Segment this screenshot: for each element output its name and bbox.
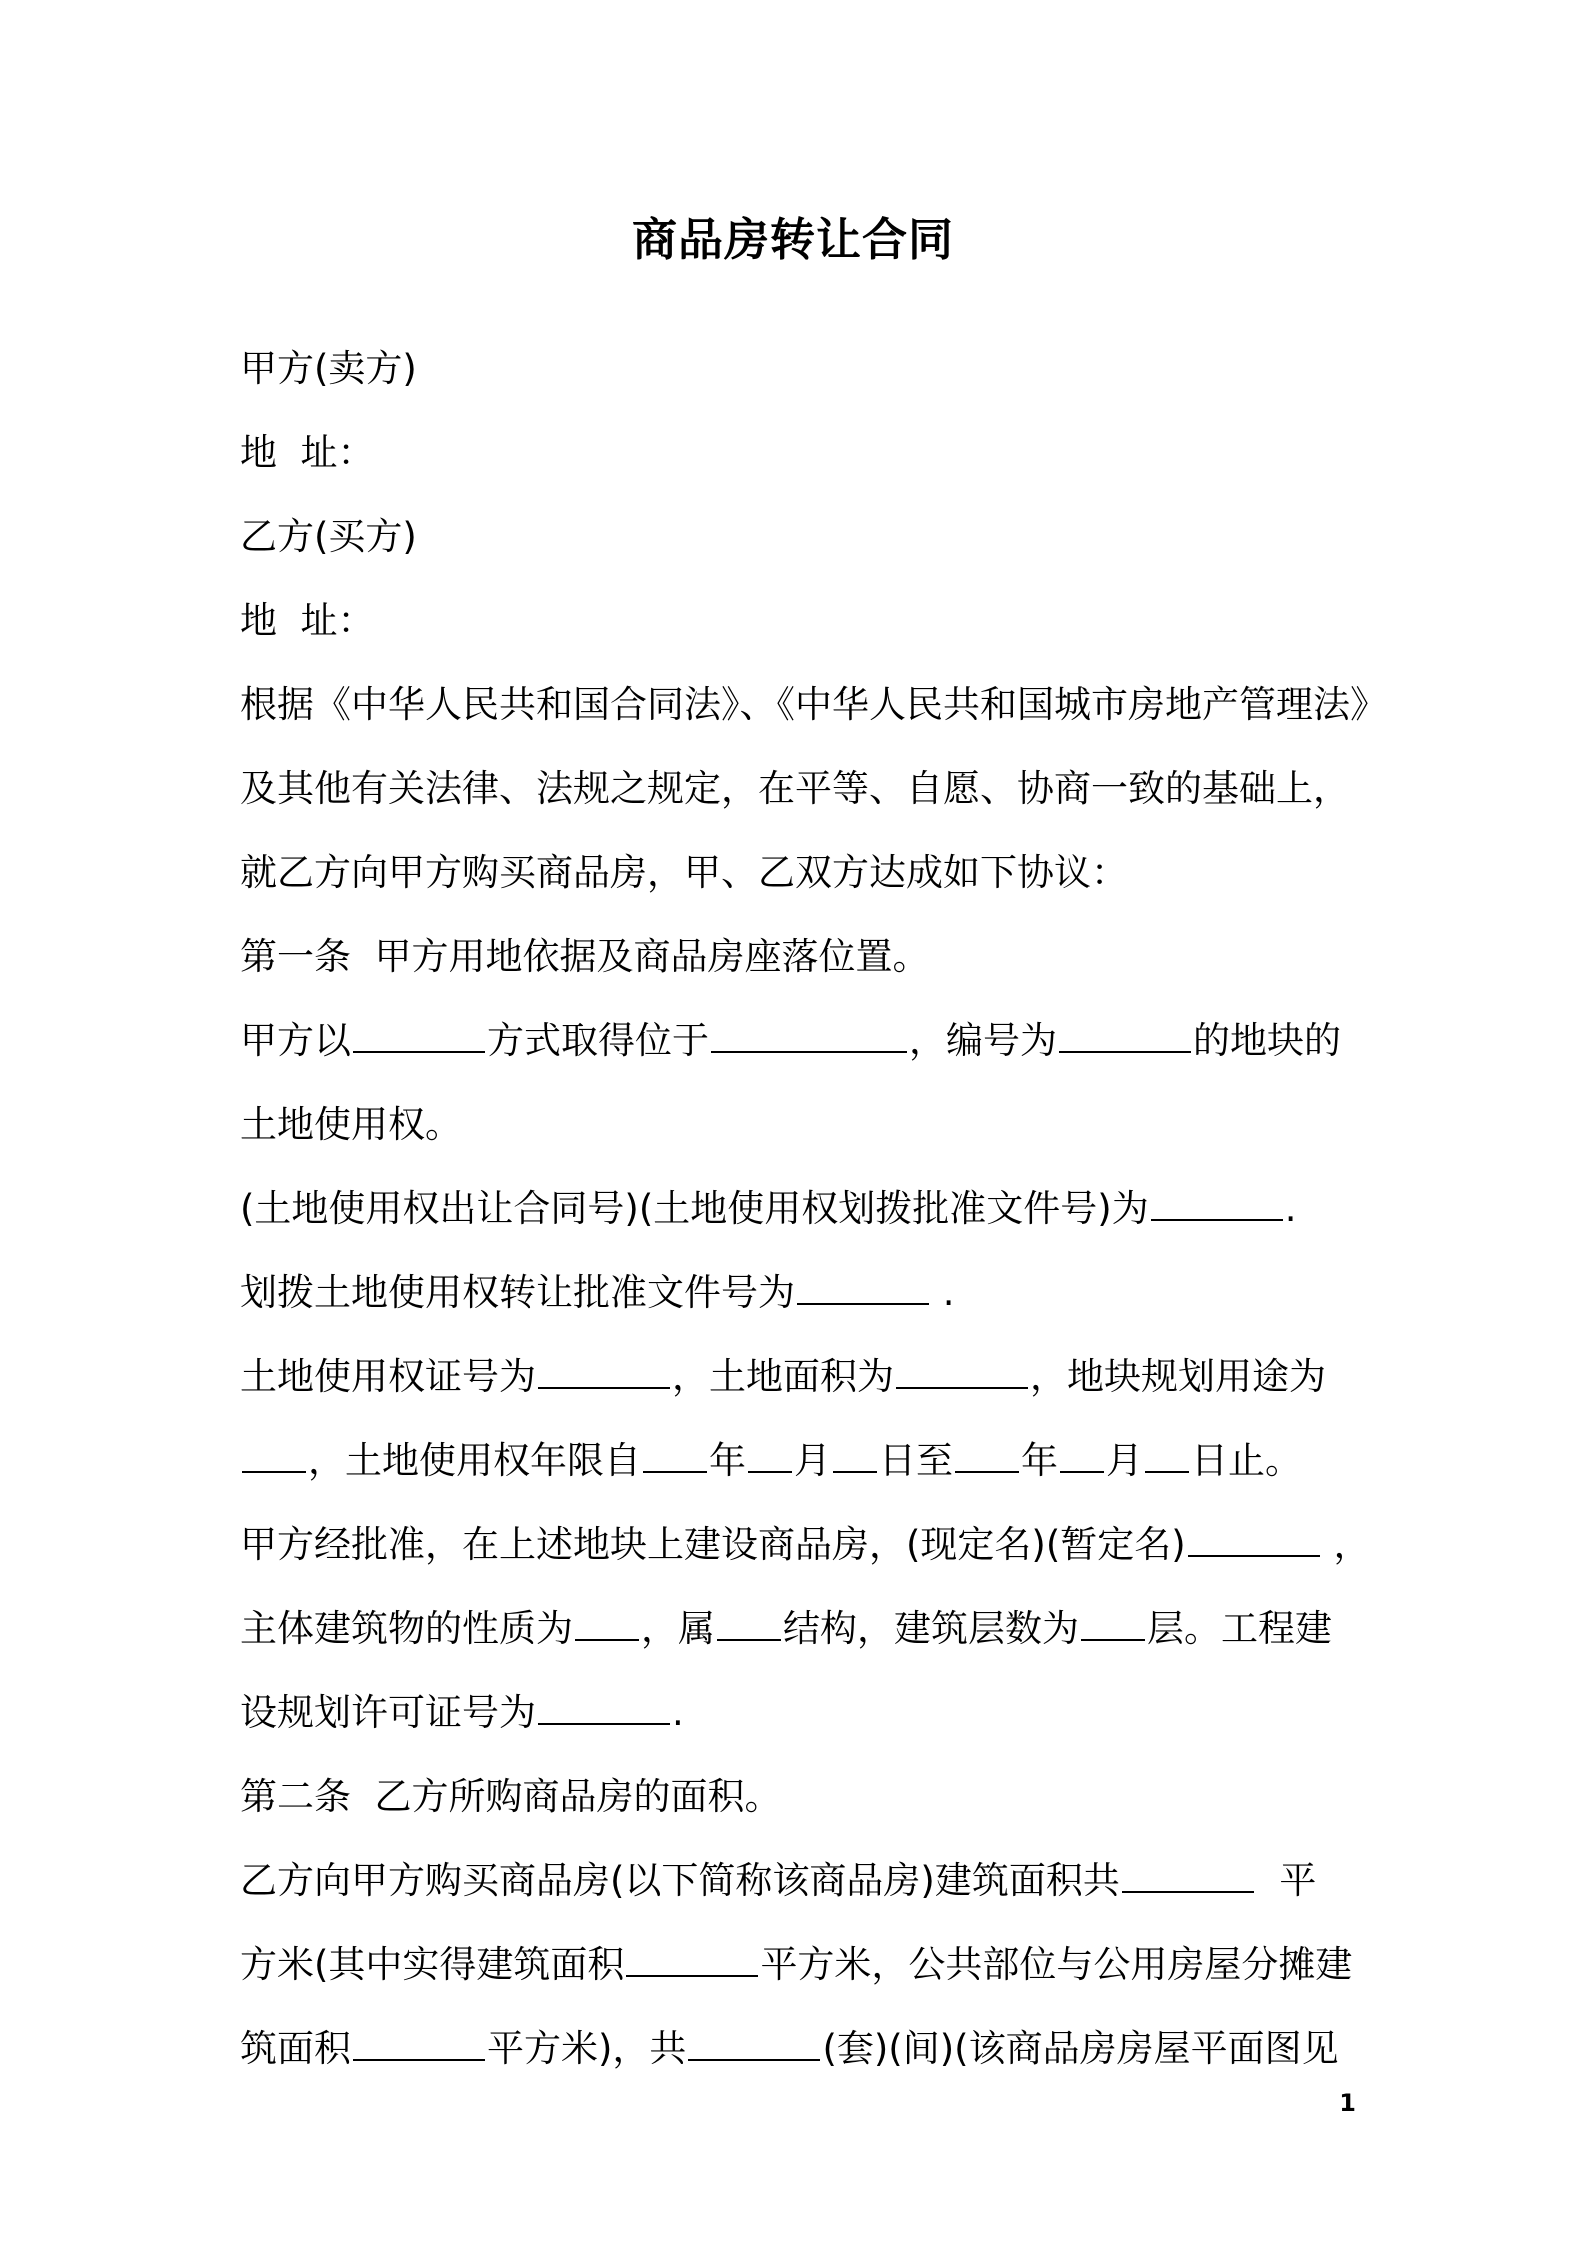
blank-underline [643, 1451, 707, 1473]
text: 设规划许可证号为 [240, 1691, 536, 1734]
article-2-line-3 [240, 2007, 1375, 2091]
blank-underline [1060, 1451, 1104, 1473]
text: 月 [794, 1439, 831, 1482]
blank-underline [1059, 1031, 1191, 1053]
text: ， [1321, 1523, 1371, 1566]
blank-underline [1188, 1535, 1320, 1557]
text: 地 址： [240, 431, 375, 474]
text: 日止。 [1191, 1439, 1302, 1482]
text: ，土地使用权年限自 [308, 1439, 641, 1482]
text: 层。工程建 [1147, 1607, 1332, 1650]
article-2-line-2 [240, 1923, 1375, 2007]
preamble-line-3 [240, 831, 1375, 915]
article-1-line-3 [240, 1167, 1375, 1251]
text: 平 [1255, 1859, 1317, 1902]
preamble-line-2 [240, 747, 1375, 831]
text: 乙方向甲方购买商品房(以下简称该商品房)建筑面积共 [240, 1859, 1120, 1902]
text: 地 址： [240, 599, 375, 642]
page-number: 1 [1339, 2089, 1356, 2117]
text: 第二条 乙方所购商品房的面积。 [240, 1775, 782, 1818]
contract-body [240, 327, 1387, 2091]
text: (套)(间)(该商品房房屋平面图见 [822, 2027, 1339, 2070]
article-2-line-1 [240, 1839, 1375, 1923]
text: 就乙方向甲方购买商品房，甲、乙双方达成如下协议： [240, 851, 1128, 894]
text: 第一条 甲方用地依据及商品房座落位置。 [240, 935, 930, 978]
blank-underline [353, 2039, 485, 2061]
blank-underline [797, 1283, 929, 1305]
blank-underline [575, 1619, 639, 1641]
text: 根据《中华人民共和国合同法》、《中华人民共和国城市房地产管理法》 [240, 683, 1387, 726]
article-1-line-4 [240, 1251, 1375, 1335]
blank-underline [688, 2039, 820, 2061]
text: 月 [1106, 1439, 1143, 1482]
blank-underline [717, 1619, 781, 1641]
article-1-line-1 [240, 999, 1375, 1083]
text: (土地使用权出让合同号)(土地使用权划拨批准文件号)为 [240, 1187, 1149, 1230]
text: 结构，建筑层数为 [783, 1607, 1079, 1650]
blank-underline [955, 1451, 1019, 1473]
text: . [1284, 1187, 1297, 1230]
text: 平方米)，共 [487, 2027, 687, 2070]
party-a-address-line [240, 411, 1375, 495]
text: 甲方经批准，在上述地块上建设商品房，(现定名)(暂定名) [240, 1523, 1186, 1566]
text: 年 [709, 1439, 746, 1482]
blank-underline [833, 1451, 877, 1473]
blank-underline [748, 1451, 792, 1473]
text: 划拨土地使用权转让批准文件号为 [240, 1271, 795, 1314]
text: . [672, 1691, 684, 1734]
article-1-line-2 [240, 1083, 1375, 1167]
article-1-line-7 [240, 1503, 1375, 1587]
blank-underline [1151, 1199, 1283, 1221]
blank-underline [538, 1367, 670, 1389]
text: ，地块规划用途为 [1030, 1355, 1326, 1398]
article-2-heading [240, 1755, 1375, 1839]
party-b-address-line [240, 579, 1375, 663]
text: 筑面积 [240, 2027, 351, 2070]
text: 平方米，公共部位与公用房屋分摊建 [760, 1943, 1353, 1986]
text: ，土地面积为 [672, 1355, 894, 1398]
article-1-line-6 [240, 1419, 1375, 1503]
party-a-line [240, 327, 1375, 411]
article-1-line-5 [240, 1335, 1375, 1419]
text: ，属 [641, 1607, 715, 1650]
blank-underline [1122, 1871, 1254, 1893]
article-1-line-9 [240, 1671, 1375, 1755]
text: 甲方(卖方) [240, 347, 417, 390]
text: 甲方以 [240, 1019, 351, 1062]
blank-underline [896, 1367, 1028, 1389]
text: 土地使用权证号为 [240, 1355, 536, 1398]
article-1-heading [240, 915, 1375, 999]
blank-underline [711, 1031, 907, 1053]
article-1-line-8 [240, 1587, 1375, 1671]
text: . [931, 1271, 955, 1314]
text: 日至 [879, 1439, 953, 1482]
party-b-line [240, 495, 1375, 579]
text: 的地块的 [1193, 1019, 1341, 1062]
text: 及其他有关法律、法规之规定，在平等、自愿、协商一致的基础上， [240, 767, 1350, 810]
blank-underline [242, 1451, 306, 1473]
blank-underline [1081, 1619, 1145, 1641]
text: 方式取得位于 [487, 1019, 709, 1062]
blank-underline [353, 1031, 485, 1053]
document-title: 商品房转让合同 [631, 213, 954, 266]
text: 乙方(买方) [240, 515, 417, 558]
preamble-line-1 [240, 663, 1387, 747]
text: 主体建筑物的性质为 [240, 1607, 573, 1650]
blank-underline [538, 1703, 670, 1725]
blank-underline [626, 1955, 758, 1977]
text: ，编号为 [909, 1019, 1057, 1062]
text: 年 [1021, 1439, 1058, 1482]
text: 土地使用权。 [240, 1103, 462, 1146]
blank-underline [1145, 1451, 1189, 1473]
text: 方米(其中实得建筑面积 [240, 1943, 625, 1986]
